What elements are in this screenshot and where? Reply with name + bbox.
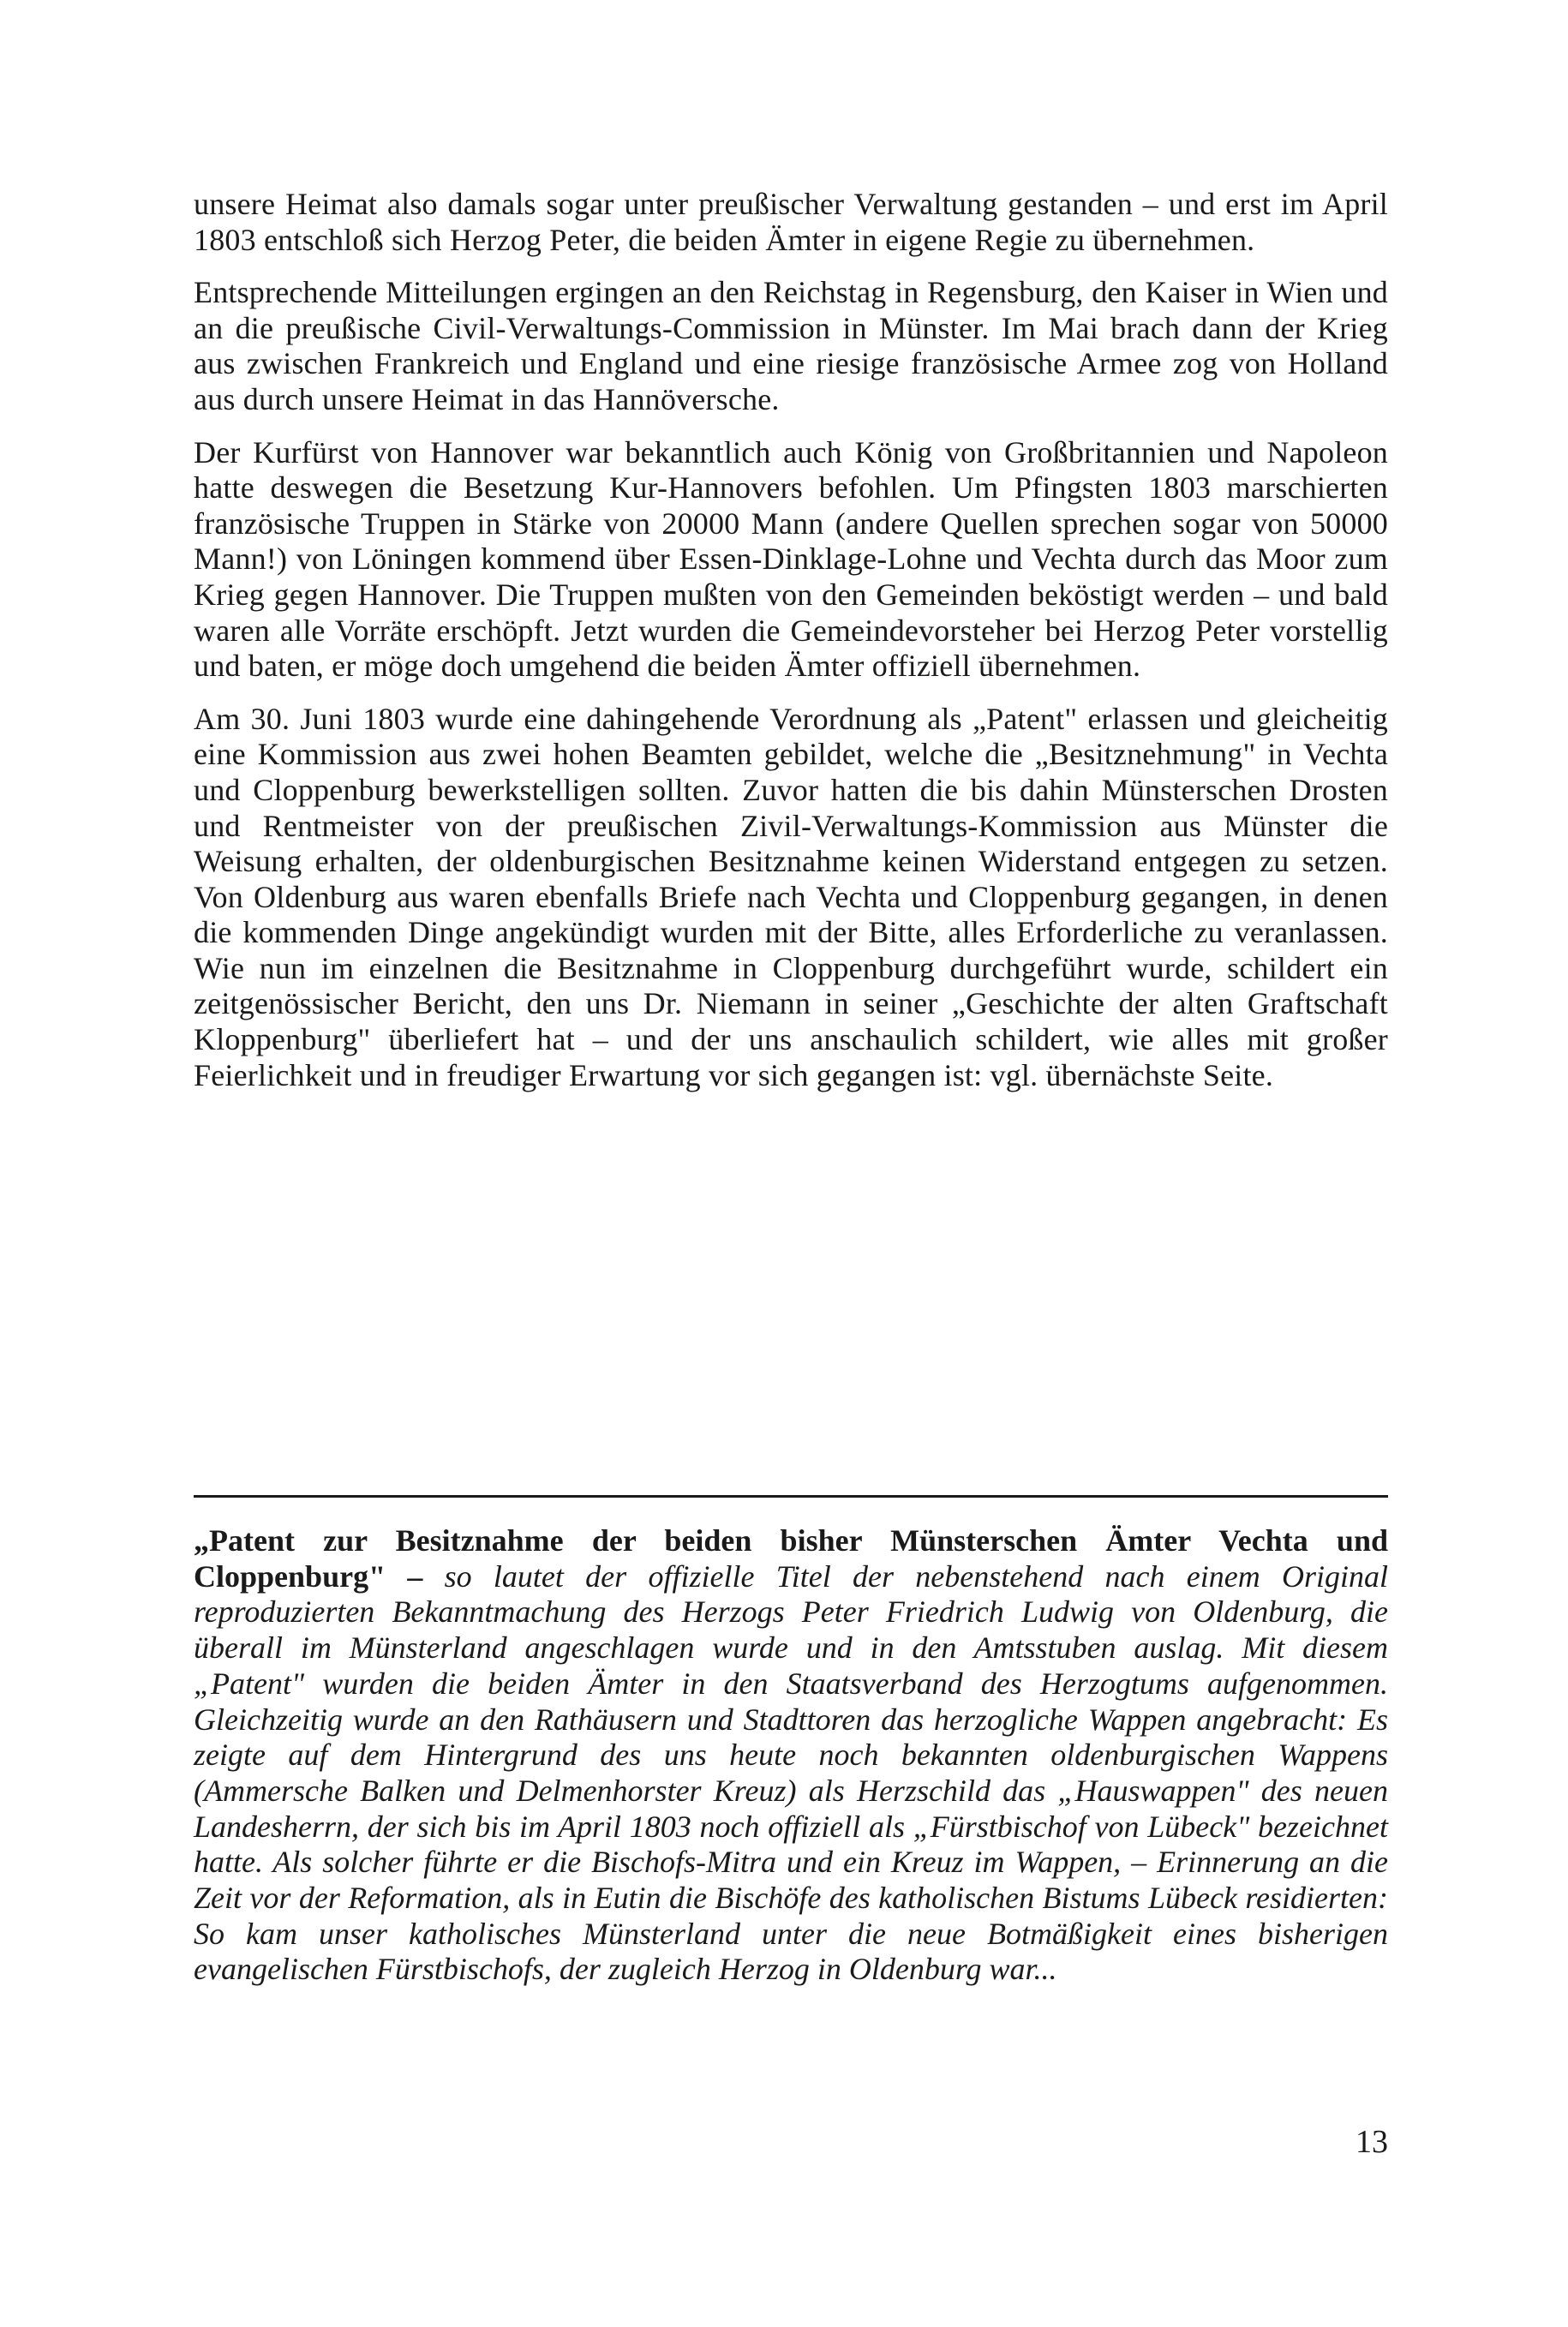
caption-text: so lautet der offizielle Titel der nebenstehend nach einem Original reproduzierten Bekanntmachung des Herzogs Peter Friedrich Ludwig von Oldenburg, die überall im Münsterland angeschlagen wurde und in den Amtsstuben auslag. Mit diesem „Patent" wurden die beiden Ämter in den Staatsverband des Herzogtums aufgenommen. Gleichzeitig wurde an den Rathäusern und Stadttoren das herzogliche Wappen angebracht: Es zeigte auf dem Hintergrund des uns heute noch bekannten oldenburgischen Wappens (Ammersche Balken und Delmenhorster Kreuz) als Herzschild das „Hauswappen" des neuen Landesherrn, der sich bis im April 1803 noch offiziell als „Fürstbischof von Lübeck" bezeichnet hatte. Als solcher führte er die Bischofs-Mitra und ein Kreuz im Wappen, – Erinnerung an die Zeit vor der Reformation, als in Eutin die Bischöfe des katholischen Bistums Lübeck residierten: So kam unser katholisches Münsterland unter die neue Botmäßigkeit eines bisherigen evangelischen Fürstbischofs, der zugleich Herzog in Oldenburg war... [194,1558,1388,1987]
paragraph: Der Kurfürst von Hannover war bekanntlich auch König von Großbritannien und Napoleon hatte deswegen die Besetzung Kur-Hannovers befohlen. Um Pfingsten 1803 marschierten französische Truppen in Stärke von 20000 Mann (andere Quellen sprechen sogar von 50000 Mann!) von Löningen kommend über Essen-Dinklage-Lohne und Vechta durch das Moor zum Krieg gegen Hannover. Die Truppen mußten von den Gemeinden beköstigt werden – und bald waren alle Vorräte erschöpft. Jetzt wurden die Gemeindevorsteher bei Herzog Peter vorstellig und baten, er möge doch umgehend die beiden Ämter offiziell übernehmen. [194,434,1388,684]
paragraph: unsere Heimat also damals sogar unter preußischer Verwaltung gestanden – und erst im April 1803 entschloß sich Herzog Peter, die beiden Ämter in eigene Regie zu übernehmen. [194,187,1388,257]
paragraph: Am 30. Juni 1803 wurde eine dahingehende Verordnung als „Patent" erlassen und gleicheitig eine Kommission aus zwei hohen Beamten gebildet, welche die „Besitznehmung" in Vechta und Cloppenburg bewerkstelligen sollten. Zuvor hatten die bis dahin Münsterschen Drosten und Rentmeister von der preußischen Zivil-Verwaltungs-Kommission aus Münster die Weisung erhalten, der oldenburgischen Besitznahme keinen Widerstand entgegen zu setzen. Von Oldenburg aus waren ebenfalls Briefe nach Vechta und Cloppenburg gegangen, in denen die kommenden Dinge angekündigt wurden mit der Bitte, alles Erforderliche zu veranlassen. Wie nun im einzelnen die Besitznahme in Cloppenburg durchgeführt wurde, schildert ein zeitgenössischer Bericht, den uns Dr. Niemann in seiner „Geschichte der alten Graftschaft Kloppenburg" überliefert hat – und der uns anschaulich schildert, wie alles mit großer Feierlichkeit und in freudiger Erwartung vor sich gegangen ist: vgl. übernächste Seite. [194,701,1388,1092]
main-text [194,187,1388,1110]
paragraph: Entsprechende Mitteilungen ergingen an den Reichstag in Regensburg, den Kaiser in Wien und an die preußische Civil-Verwaltungs-Commission in Münster. Im Mai brach dann der Krieg aus zwischen Frankreich und England und eine riesige französische Armee zog von Holland aus durch unsere Heimat in das Hannöversche. [194,275,1388,416]
image-caption [194,1523,1388,1988]
page-number: 13 [1356,2124,1388,2160]
caption-title: „Patent zur Besitznahme der beiden bisher Münsterschen Ämter Vechta und Cloppenburg" – [194,1523,1388,1594]
section-divider [194,1495,1388,1498]
